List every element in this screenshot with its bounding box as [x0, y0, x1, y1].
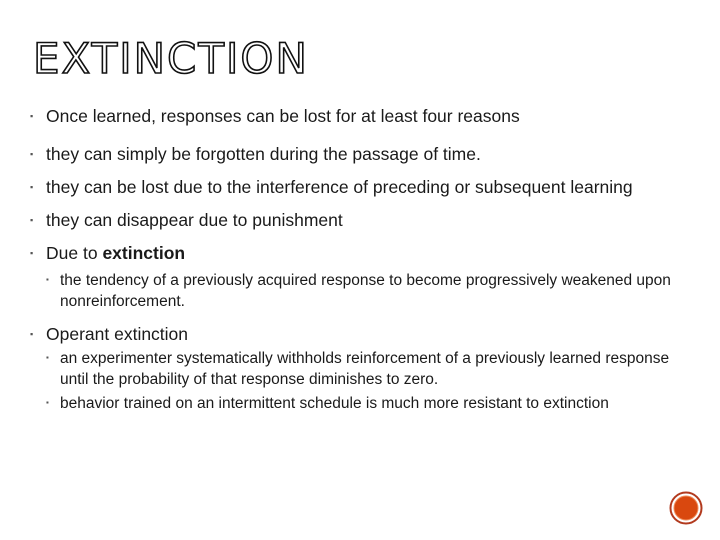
bullet-item — [30, 210, 680, 231]
bullet-text: Operant extinction — [46, 324, 189, 344]
sub-bullet-text: behavior trained on an intermittent schedule is much more resistant to extinction — [60, 395, 609, 412]
bullet-item — [30, 177, 680, 198]
sub-bullet-text: an experimenter systematically withholds reinforcement of a previously learned response until the probability of that response diminishes to zero. — [60, 350, 670, 388]
bullet-marker-icon: ▪ — [30, 248, 34, 258]
sub-bullet-text: the tendency of a previously acquired response to become progressively weakened upon nonreinforcement. — [60, 272, 671, 310]
bullet-text: they can simply be forgotten during the passage of time. — [46, 144, 481, 164]
bullet-text — [46, 243, 185, 264]
sub-bullet-list — [30, 270, 680, 312]
sub-bullet-item — [46, 270, 680, 312]
bullet-text: Once learned, responses can be lost for at least four reasons — [46, 106, 520, 126]
bullet-item — [30, 144, 680, 165]
bullet-text: they can disappear due to punishment — [46, 210, 343, 230]
bullet-marker-icon: ▪ — [30, 182, 34, 192]
bullet-item — [30, 243, 680, 312]
bullet-text: they can be lost due to the interference of preceding or subsequent learning — [46, 177, 633, 197]
bullet-marker-icon: ▪ — [30, 111, 34, 121]
bullet-marker-icon: ▪ — [30, 149, 34, 159]
bullet-item — [30, 324, 680, 414]
sub-bullet-marker-icon: ▪ — [46, 398, 49, 407]
bold-term: extinction — [102, 243, 186, 263]
bullet-list — [30, 106, 680, 414]
sub-bullet-item — [46, 348, 680, 390]
bullet-marker-icon: ▪ — [30, 215, 34, 225]
sub-bullet-list — [30, 348, 680, 414]
slide-title: EXTINCTION — [33, 34, 309, 83]
bullet-item — [30, 106, 680, 127]
bullet-marker-icon: ▪ — [30, 329, 34, 339]
bullet-prefix: Due to — [46, 243, 103, 263]
sub-bullet-item — [46, 393, 680, 414]
circle-logo-icon — [669, 491, 703, 525]
sub-bullet-marker-icon: ▪ — [46, 275, 49, 284]
sub-bullet-marker-icon: ▪ — [46, 353, 49, 362]
